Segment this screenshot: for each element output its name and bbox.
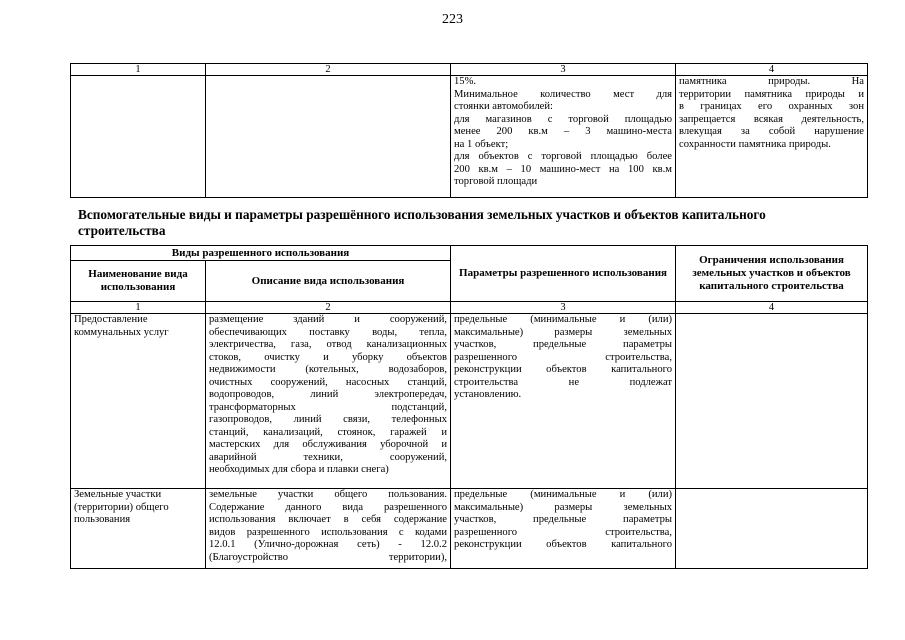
- header-name: Наименование вида использования: [71, 261, 206, 302]
- section-heading: [78, 207, 868, 239]
- empty-cell: [206, 76, 451, 198]
- text-line: памятника природы. На: [679, 76, 864, 87]
- text-line: мастерских для обслуживания уборочной и: [209, 439, 448, 450]
- table-row: [71, 76, 868, 198]
- text-line: разрешенного строительства,: [454, 351, 673, 363]
- text-line: 12.0.1 (Улично-дорожная сеть) - 12.0.2: [209, 539, 448, 550]
- text-line: Содержание данного вида разрешенного: [209, 501, 448, 513]
- section-heading-line: строительства: [78, 223, 166, 238]
- text-line: размещение зданий и сооружений,: [209, 314, 448, 325]
- column-number: 2: [206, 64, 451, 76]
- use-parameters-cell: [451, 489, 676, 569]
- text-line: земельные участки общего пользования.: [209, 489, 448, 500]
- text-line: необходимых для сбора и плавки снега): [209, 464, 389, 475]
- text-line: реконструкции объектов капитального: [454, 364, 673, 375]
- text-line: Земельные участки: [74, 489, 162, 500]
- text-line: максимальные) размеры земельных: [454, 326, 673, 338]
- text-line: 15%.: [454, 76, 477, 87]
- text-line: 200 кв.м – 10 машино-мест на 100 кв.м: [454, 163, 672, 175]
- text-line: участков, предельные параметры: [454, 339, 673, 350]
- text-line: Предоставление: [74, 314, 148, 325]
- text-line: предельные (минимальные и (или): [454, 489, 673, 500]
- use-description-cell: [206, 489, 451, 569]
- use-restrictions-cell: [676, 489, 868, 569]
- text-line: участков, предельные параметры: [454, 514, 673, 525]
- text-line: сохранности памятника природы.: [679, 138, 831, 150]
- text-line: в границах его охранных зон: [679, 101, 864, 112]
- header-group-cell: Виды разрешенного использования: [71, 246, 451, 261]
- column-number: 3: [451, 64, 676, 76]
- column-number: 2: [206, 302, 451, 314]
- text-line: влекущая за собой нарушение: [679, 126, 864, 137]
- table-row: [71, 314, 868, 489]
- auxiliary-uses-table: [70, 245, 868, 569]
- text-line: на 1 объект;: [454, 138, 509, 150]
- text-line: (Благоустройство территории),: [209, 551, 448, 563]
- use-name-cell: [71, 314, 206, 489]
- restrictions-cell: [676, 76, 868, 198]
- use-description-cell: [206, 314, 451, 489]
- text-line: (территории) общего: [74, 501, 169, 513]
- text-line: электричества, газа, отвод канализационных: [209, 339, 448, 350]
- text-line: пользования: [74, 514, 131, 525]
- text-line: менее 200 кв.м – 3 машино-места: [454, 126, 672, 137]
- parameters-cell: [451, 76, 676, 198]
- text-line: разрешенного строительства,: [454, 526, 673, 538]
- text-line: строительства не подлежат: [454, 376, 673, 388]
- header-parameters: Параметры разрешенного использования: [451, 246, 676, 302]
- column-number: 3: [451, 302, 676, 314]
- use-name-cell: [71, 489, 206, 569]
- text-line: территории памятника природы и: [679, 88, 864, 100]
- text-line: Минимальное количество мест для: [454, 88, 672, 100]
- text-line: водопроводов, линий электропередач,: [209, 389, 448, 400]
- text-line: запрещается всякая деятельность,: [679, 113, 864, 125]
- use-restrictions-cell: [676, 314, 868, 489]
- use-parameters-cell: [451, 314, 676, 489]
- text-line: максимальные) размеры земельных: [454, 501, 673, 513]
- text-line: для магазинов с торговой площадью: [454, 113, 672, 125]
- text-line: видов разрешенного использования с кодами: [209, 526, 448, 538]
- column-number: 4: [676, 302, 868, 314]
- section-heading-line: Вспомогательные виды и параметры разрешённого использования земельных участков и объектов капитального: [78, 207, 766, 222]
- text-line: очистных сооружений, насосных станций,: [209, 376, 448, 388]
- page-number: 223: [442, 12, 463, 27]
- text-line: коммунальных услуг: [74, 326, 169, 338]
- column-number-row: [71, 302, 868, 314]
- text-line: газопроводов, линий связи, телефонных: [209, 414, 448, 425]
- header-description: Описание вида использования: [206, 261, 451, 302]
- header-restrictions: Ограничения использования земельных участков и объектов капитального строительства: [676, 246, 868, 302]
- continuation-table: [70, 63, 868, 198]
- text-line: станций, канализаций, стоянок, гаражей и: [209, 426, 448, 438]
- text-line: торговой площади: [454, 176, 538, 187]
- text-line: для объектов с торговой площадью более: [454, 151, 672, 162]
- text-line: недвижимости (котельных, водозаборов,: [209, 364, 448, 375]
- column-number: 1: [71, 64, 206, 76]
- text-line: стоянки автомобилей:: [454, 101, 553, 112]
- text-line: обеспечивающих поставку воды, тепла,: [209, 326, 448, 338]
- text-line: аварийной техники, сооружений,: [209, 451, 448, 463]
- text-line: трансформаторных подстанций,: [209, 401, 448, 413]
- text-line: установлению.: [454, 389, 522, 400]
- text-line: использования включает в себя содержание: [209, 514, 448, 525]
- text-line: предельные (минимальные и (или): [454, 314, 673, 325]
- text-line: стоков, очистку и уборку объектов: [209, 351, 448, 363]
- text-line: реконструкции объектов капитального: [454, 539, 673, 550]
- empty-cell: [71, 76, 206, 198]
- column-number: 1: [71, 302, 206, 314]
- table-row: [71, 489, 868, 569]
- column-number-row: [71, 64, 868, 76]
- column-number: 4: [676, 64, 868, 76]
- header-row: [71, 246, 868, 261]
